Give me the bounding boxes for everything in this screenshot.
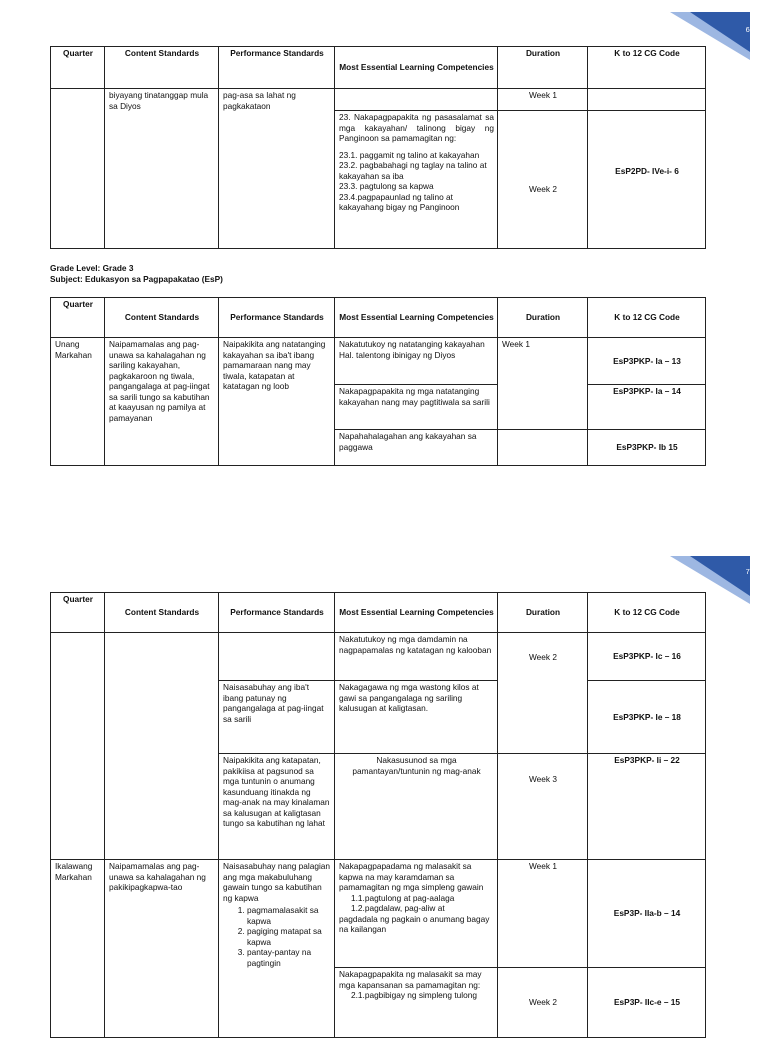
- subject: Subject: Edukasyon sa Pagpapakatao (EsP): [50, 273, 223, 284]
- cell-performance-standards: pag-asa sa lahat ng pagkakataon: [219, 89, 335, 249]
- melc-subitem: 1.1.pagtulong at pag-aalaga: [351, 892, 455, 903]
- cell-duration-week1: Week 1: [498, 338, 588, 430]
- header-code: K to 12 CG Code: [588, 47, 706, 89]
- curriculum-table-grade3-q1-q2: [50, 592, 706, 1038]
- cell-melc-2: Nakapagpapakita ng mga natatanging kakayahan nang may pagtitiwala sa sarili: [335, 385, 498, 430]
- cell-duration-week2: Week 2: [498, 111, 588, 249]
- cell-melc-5: [335, 968, 498, 1038]
- header-content-standards: Content Standards: [105, 47, 219, 89]
- cell-performance-2: Naisasabuhay ang iba't ibang patunay ng pangangalaga at pag-iingat sa sarili: [219, 681, 335, 754]
- cell-code-2: EsP3PKP- Ie – 18: [588, 681, 706, 754]
- cell-code: EsP2PD- IVe-i- 6: [588, 111, 706, 249]
- perf-text: Naisasabuhay nang palagian ang mga makabuluhang gawain tungo sa kabutihan ng kapwa: [223, 861, 331, 903]
- header-melc: Most Essential Learning Competencies: [335, 593, 498, 633]
- cell-melc-empty: [335, 89, 498, 111]
- cell-melc-3: Nakasusunod sa mga pamantayan/tuntunin ng mag-anak: [335, 754, 498, 860]
- melc-text: Nakatutukoy ng natatanging kakayahan: [339, 339, 485, 349]
- cell-performance-standards: Naipakikita ang natatanging kakayahan sa iba't ibang pamamaraan nang may tiwala, katapatan at katatagan ng loob: [219, 338, 335, 466]
- header-performance-standards: Performance Standards: [219, 593, 335, 633]
- header-duration: Duration: [498, 47, 588, 89]
- cell-duration-week2: Week 2: [498, 968, 588, 1038]
- cell-content-standards: Naipamamalas ang pag-unawa sa kahalagahan ng sariling kakayahan, pagkakaroon ng tiwala, pangangalaga at pag-iingat sa sarili tungo sa kabutihan at kaayusan ng pamilya at pamayanan: [105, 338, 219, 466]
- header-quarter: Quarter: [51, 593, 105, 633]
- page-number: 69: [745, 25, 754, 34]
- grade-level: Grade Level: Grade 3: [50, 263, 134, 273]
- header-duration: Duration: [498, 298, 588, 338]
- cell-quarter-empty: [51, 633, 105, 860]
- cell-quarter: Unang Markahan: [51, 338, 105, 466]
- cell-code-2: EsP3PKP- Ia – 14: [588, 385, 706, 430]
- page-number: 70: [745, 567, 754, 576]
- melc-subitem: 1.2.pagdalaw, pag-aliw at: [351, 903, 445, 914]
- cell-code-empty: [588, 89, 706, 111]
- melc-item: 23.3. pagtulong sa kapwa: [339, 181, 434, 192]
- curriculum-table-grade2-cont: [50, 46, 706, 249]
- perf-list: [223, 905, 331, 968]
- curriculum-table-grade3-q1: [50, 297, 706, 466]
- cell-melc-1: [335, 338, 498, 385]
- melc-text: Hal. talentong ibinigay ng Diyos: [339, 349, 456, 360]
- cell-performance-3: Naipakikita ang katapatan, pakikiisa at pagsunod sa mga tuntunin o anumang kasunduang itinakda ng mag-anak na may kinalaman sa kalusugan at kaligtasan tungo sa kabutihan ng lahat: [219, 754, 335, 860]
- melc-text: Nakapagpapadama ng malasakit sa kapwa na may karamdaman sa pamamagitan ng mga simpleng gawain: [339, 861, 484, 893]
- cell-code-3: EsP3PKP- Ii – 22: [588, 754, 706, 860]
- cell-duration-empty: [498, 430, 588, 466]
- melc-item: 23.4.pagpapaunlad ng talino at kakayahang bigay ng Panginoon: [339, 191, 460, 213]
- cell-content-standards: biyayang tinatanggap mula sa Diyos: [105, 89, 219, 249]
- cell-performance-empty: [219, 633, 335, 681]
- header-melc: Most Essential Learning Competencies: [335, 298, 498, 338]
- cell-code-3: EsP3PKP- Ib 15: [588, 430, 706, 466]
- header-performance-standards: Performance Standards: [219, 298, 335, 338]
- header-quarter: Quarter: [51, 298, 105, 338]
- cell-duration-week1: Week 1: [498, 89, 588, 111]
- cell-duration-week2: Week 2: [498, 633, 588, 754]
- melc-text: pagdadala ng pagkain o anumang bagay na kailangan: [339, 913, 490, 935]
- cell-code-5: EsP3P- IIc-e – 15: [588, 968, 706, 1038]
- cell-content-2: Naipamamalas ang pag-unawa sa kahalagahan ng pakikipagkapwa-tao: [105, 860, 219, 1038]
- perf-list-item: 3. pantay-pantay na pagtingin: [247, 947, 331, 968]
- header-performance-standards: Performance Standards: [219, 47, 335, 89]
- cell-melc-4: [335, 860, 498, 968]
- melc-text: Nakapagpapakita ng malasakit sa may: [339, 969, 482, 979]
- header-melc: Most Essential Learning Competencies: [335, 47, 498, 89]
- melc-intro: 23. Nakapagpapakita ng pasasalamat sa mga kakayahan/ talinong bigay ng Panginoon sa pamamagitan ng:: [339, 112, 494, 144]
- cell-melc-1: Nakatutukoy ng mga damdamin na nagpapamalas ng katatagan ng kalooban: [335, 633, 498, 681]
- grade-subject-heading: [50, 263, 223, 285]
- perf-list-item: 1. pagmamalasakit sa kapwa: [247, 905, 331, 926]
- cell-content-empty: [105, 633, 219, 860]
- cell-melc-2: Nakagagawa ng mga wastong kilos at gawi sa pangangalaga ng sariling kalusugan at kaligtasan.: [335, 681, 498, 754]
- header-code: K to 12 CG Code: [588, 298, 706, 338]
- melc-subitem: 2.1.pagbibigay ng simpleng tulong: [351, 990, 477, 1001]
- melc-item: 23.2. pagbabahagi ng taglay na talino at kakayahan sa iba: [339, 160, 487, 181]
- header-quarter: Quarter: [51, 47, 105, 89]
- perf-list-item: 2. pagiging matapat sa kapwa: [247, 926, 331, 947]
- cell-quarter-2: Ikalawang Markahan: [51, 860, 105, 1038]
- melc-item: 23.1. paggamit ng talino at kakayahan: [339, 149, 480, 160]
- cell-code-1: EsP3PKP- Ia – 13: [588, 338, 706, 385]
- cell-code-4: EsP3P- IIa-b – 14: [588, 860, 706, 968]
- cell-code-1: EsP3PKP- Ic – 16: [588, 633, 706, 681]
- cell-melc-23: [335, 111, 498, 249]
- header-content-standards: Content Standards: [105, 593, 219, 633]
- cell-duration-week1: Week 1: [498, 860, 588, 968]
- header-code: K to 12 CG Code: [588, 593, 706, 633]
- header-duration: Duration: [498, 593, 588, 633]
- cell-performance-4: [219, 860, 335, 1038]
- header-content-standards: Content Standards: [105, 298, 219, 338]
- cell-duration-week3: Week 3: [498, 754, 588, 860]
- cell-melc-3: Napahahalagahan ang kakayahan sa paggawa: [335, 430, 498, 466]
- melc-text: mga kapansanan sa pamamagitan ng:: [339, 979, 481, 990]
- cell-quarter: [51, 89, 105, 249]
